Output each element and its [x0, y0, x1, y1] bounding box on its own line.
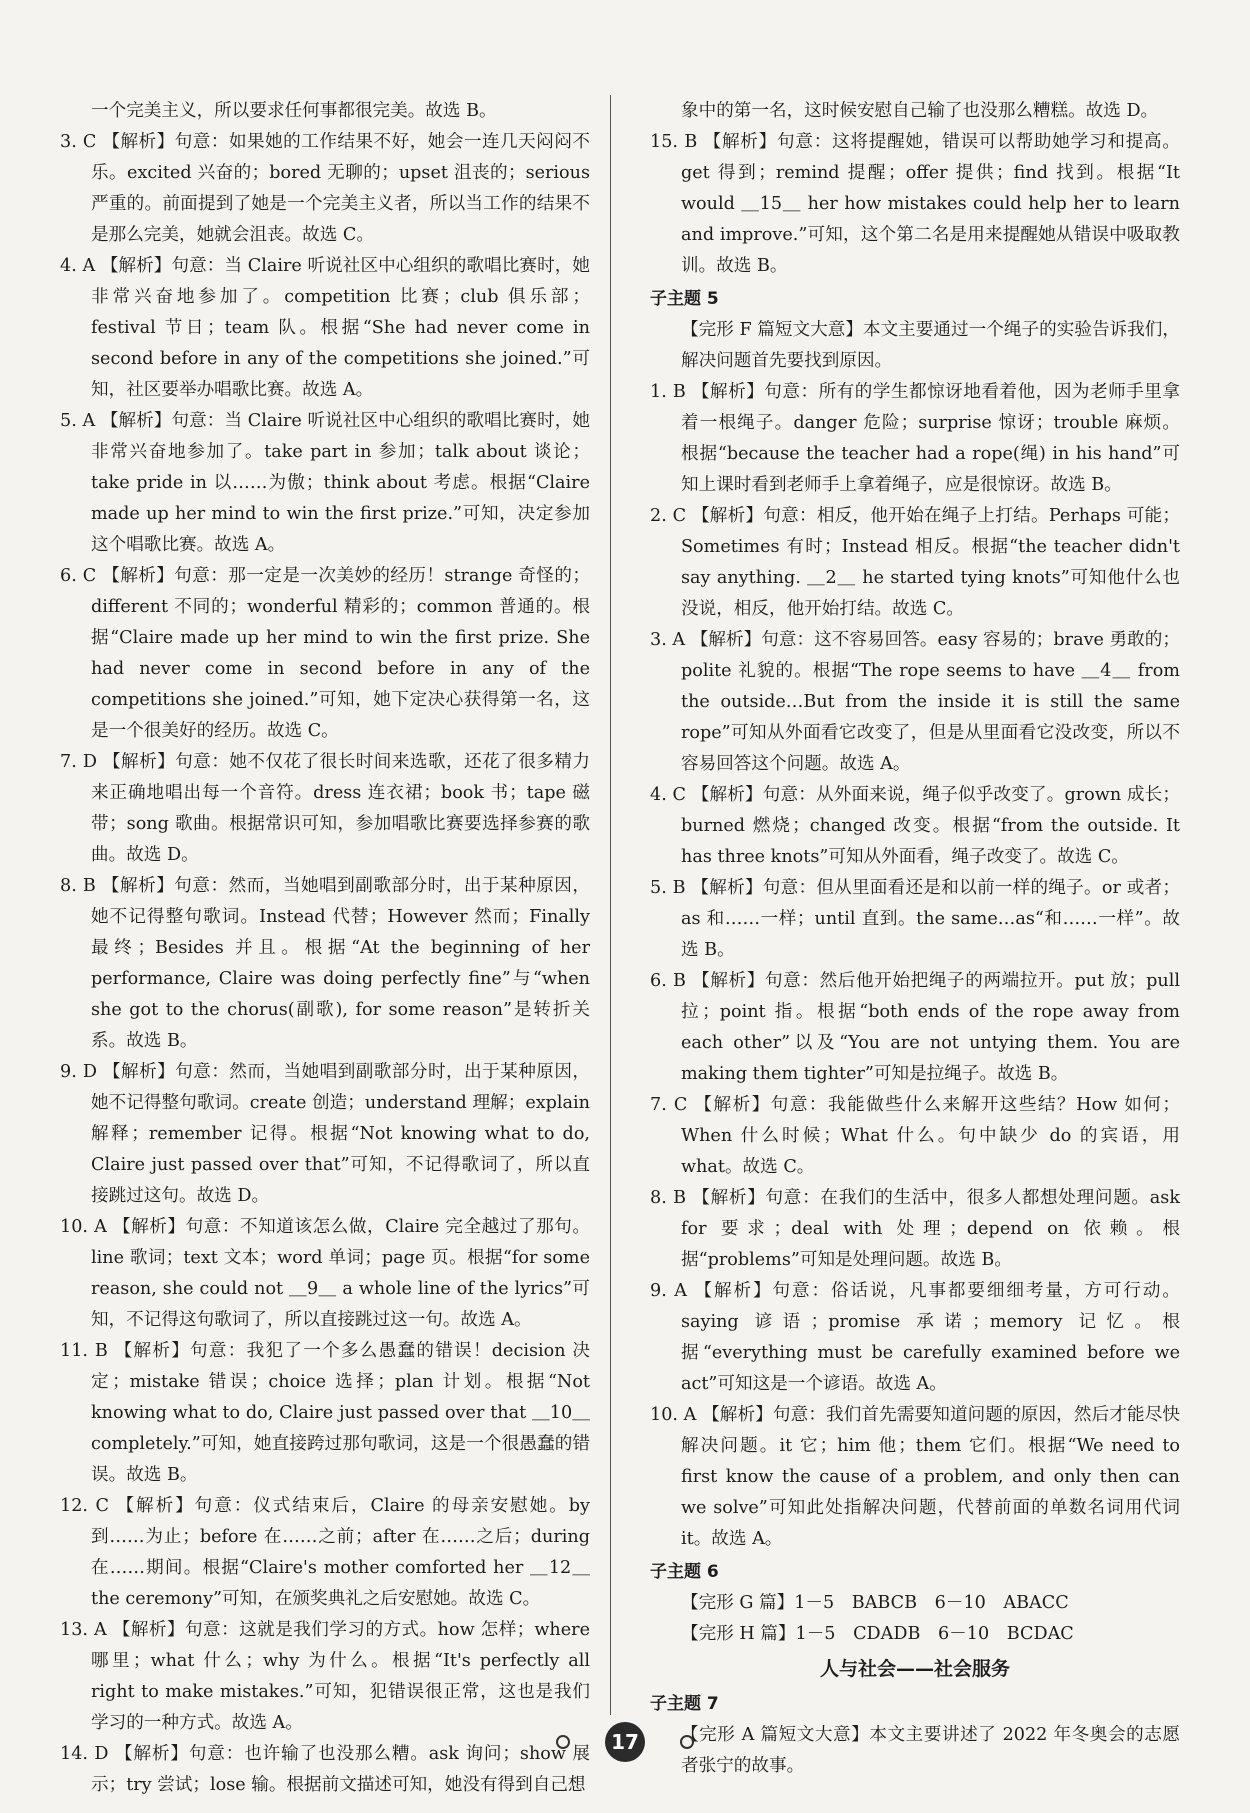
answer-explanation: 12. C 【解析】句意：仪式结束后，Claire 的母亲安慰她。by 到……为止；before 在……之前；after 在……之后；during 在……期间。根据“Claire's mother comforted her ＿12＿ the ceremony”可知，在颁奖典礼之后安慰她。故选 C。	[60, 1496, 590, 1609]
answer-explanation: 2. C 【解析】句意：相反，他开始在绳子上打结。Perhaps 可能；Sometimes 有时；Instead 相反。根据“the teacher didn't say anything. ＿2＿ he started tying knots”可知他什么也没说，相反，他开始打结。故选 C。	[650, 506, 1180, 619]
column-divider	[610, 95, 611, 1715]
answer-explanation: 9. D 【解析】句意：然而，当她唱到副歌部分时，出于某种原因，她不记得整句歌词。create 创造；understand 理解；explain 解释；remember 记得。根据“Not knowing what to do, Claire just passed over that”可知，不记得歌词了，所以直接跳过这句。故选 D。	[60, 1062, 590, 1206]
summary-paragraph: 【完形 A 篇短文大意】本文主要讲述了 2022 年冬奥会的志愿者张宁的故事。	[681, 1725, 1180, 1776]
answer-explanation: 11. B 【解析】句意：我犯了一个多么愚蠢的错误！decision 决定；mistake 错误；choice 选择；plan 计划。根据“Not knowing what to do, Claire just passed over that ＿10＿ completely.”可知，她直接跨过那句歌词，这是一个很愚蠢的错误。故选 B。	[60, 1341, 590, 1485]
answer-explanation: 14. D 【解析】句意：也许输了也没那么糟。ask 询问；show 展示；try 尝试；lose 输。根据前文描述可知，她没有得到自己想	[60, 1744, 590, 1795]
answer-explanation: 10. A 【解析】句意：不知道该怎么做，Claire 完全越过了那句。line 歌词；text 文本；word 单词；page 页。根据“for some reason, she could not ＿9＿ a whole line of the lyrics”可知，不记得这句歌词了，所以直接跳过这一句。故选 A。	[60, 1217, 590, 1330]
answer-explanation: 9. A 【解析】句意：俗话说，凡事都要细细考量，方可行动。saying 谚语；promise 承诺；memory 记忆。根据“everything must be carefully examined before we act”可知这是一个谚语。故选 A。	[650, 1281, 1180, 1394]
answer-explanation: 5. B 【解析】句意：但从里面看还是和以前一样的绳子。or 或者；as 和……一样；until 直到。the same…as“和……一样”。故选 B。	[650, 878, 1180, 960]
answer-explanation: 10. A 【解析】句意：我们首先需要知道问题的原因，然后才能尽快解决问题。it 它；him 他；them 它们。根据“We need to first know the cause of a problem, and only then can we solve”可知此处指解决问题，代替前面的单数名词用代词 it。故选 A。	[650, 1405, 1180, 1549]
answer-explanation: 6. C 【解析】句意：那一定是一次美妙的经历！strange 奇怪的；different 不同的；wonderful 精彩的；common 普通的。根据“Claire made up her mind to win the first prize. She had never come in second before in any of the competitions she joined.”可知，她下定决心获得第一名，这是一个很美好的经历。故选 C。	[60, 566, 590, 741]
continued-text: 一个完美主义，所以要求任何事都很完美。故选 B。	[91, 101, 497, 121]
answer-explanation: 13. A 【解析】句意：这就是我们学习的方式。how 怎样；where 哪里；what 什么；why 为什么。根据“It's perfectly all right to make mistakes.”可知，犯错误很正常，这也是我们学习的一种方式。故选 A。	[60, 1620, 590, 1733]
summary-paragraph: 【完形 F 篇短文大意】本文主要通过一个绳子的实验告诉我们，解决问题首先要找到原因。	[681, 320, 1180, 371]
summary-paragraph: 【完形 G 篇】1－5 BABCB 6－10 ABACC	[681, 1593, 1069, 1613]
answer-explanation: 3. C 【解析】句意：如果她的工作结果不好，她会一连几天闷闷不乐。excited 兴奋的；bored 无聊的；upset 沮丧的；serious 严重的。前面提到了她是一个完美主义者，所以当工作的结果不是那么完美，她就会沮丧。故选 C。	[60, 132, 590, 245]
subtopic-heading: 子主题 6	[650, 1562, 719, 1582]
summary-paragraph: 【完形 H 篇】1－5 CDADB 6－10 BCDAC	[681, 1624, 1074, 1644]
answer-explanation: 7. D 【解析】句意：她不仅花了很长时间来选歌，还花了很多精力来正确地唱出每一个音符。dress 连衣裙；book 书；tape 磁带；song 歌曲。根据常识可知，参加唱歌比赛要选择参赛的歌曲。故选 D。	[60, 752, 590, 865]
continued-text: 象中的第一名，这时候安慰自己输了也没那么糟糕。故选 D。	[681, 101, 1159, 121]
answer-explanation: 15. B 【解析】句意：这将提醒她，错误可以帮助她学习和提高。get 得到；remind 提醒；offer 提供；find 找到。根据“It would ＿15＿ her how mistakes could help her to learn and improve.”可知，这个第二名是用来提醒她从错误中吸取教训。故选 B。	[650, 132, 1180, 276]
page-number: 17	[605, 1722, 645, 1762]
answer-explanation: 4. C 【解析】句意：从外面来说，绳子似乎改变了。grown 成长；burned 燃烧；changed 改变。根据“from the outside. It has three knots”可知从外面看，绳子改变了。故选 C。	[650, 785, 1180, 867]
answer-explanation: 1. B 【解析】句意：所有的学生都惊讶地看着他，因为老师手里拿着一根绳子。danger 危险；surprise 惊讶；trouble 麻烦。根据“because the teacher had a rope(绳) in his hand”可知上课时看到老师手上拿着绳子，应是很惊讶。故选 B。	[650, 382, 1180, 495]
answer-explanation: 8. B 【解析】句意：然而，当她唱到副歌部分时，出于某种原因，她不记得整句歌词。Instead 代替；However 然而；Finally 最终；Besides 并且。根据“At the beginning of her performance, Claire was doing perfectly fine”与“when she got to the chorus(副歌), for some reason”是转折关系。故选 B。	[60, 876, 590, 1051]
subtopic-heading: 子主题 5	[650, 289, 719, 309]
circle-icon	[680, 1735, 694, 1749]
section-heading: 人与社会——社会服务	[819, 1658, 1010, 1680]
subtopic-heading: 子主题 7	[650, 1694, 719, 1714]
circle-icon	[556, 1735, 570, 1749]
answer-explanation: 3. A 【解析】句意：这不容易回答。easy 容易的；brave 勇敢的；polite 礼貌的。根据“The rope seems to have ＿4＿ from the outside…But from the inside it is still the same rope”可知从外面看它改变了，但是从里面看它没改变，所以不容易回答这个问题。故选 A。	[650, 630, 1180, 774]
answer-explanation: 7. C 【解析】句意：我能做些什么来解开这些结？How 如何；When 什么时候；What 什么。句中缺少 do 的宾语，用 what。故选 C。	[650, 1095, 1180, 1177]
answer-explanation: 4. A 【解析】句意：当 Claire 听说社区中心组织的歌唱比赛时，她非常兴奋地参加了。competition 比赛；club 俱乐部；festival 节日；team 队。根据“She had never come in second before in any of the competitions she joined.”可知，社区要举办唱歌比赛。故选 A。	[60, 256, 590, 400]
right-column	[650, 96, 1180, 1782]
left-column	[60, 96, 590, 1801]
answer-explanation: 6. B 【解析】句意：然后他开始把绳子的两端拉开。put 放；pull 拉；point 指。根据“both ends of the rope away from each other”以及“You are not untying them. You are making them tighter”可知是拉绳子。故选 B。	[650, 971, 1180, 1084]
answer-explanation: 8. B 【解析】句意：在我们的生活中，很多人都想处理问题。ask for 要求；deal with 处理；depend on 依赖。根据“problems”可知是处理问题。故选 B。	[650, 1188, 1180, 1270]
page-footer	[0, 1722, 1250, 1762]
answer-explanation: 5. A 【解析】句意：当 Claire 听说社区中心组织的歌唱比赛时，她非常兴奋地参加了。take part in 参加；talk about 谈论；take pride in 以……为傲；think about 考虑。根据“Claire made up her mind to win the first prize.”可知，决定参加这个唱歌比赛。故选 A。	[60, 411, 590, 555]
